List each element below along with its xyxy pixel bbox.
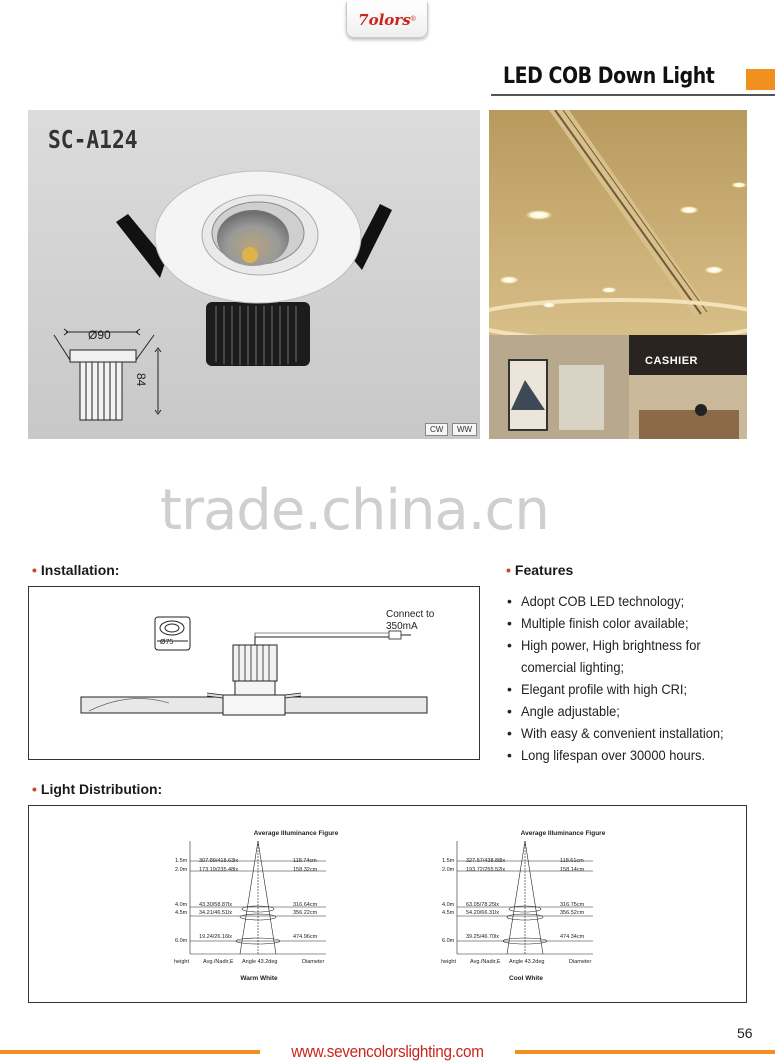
row-lux: 19.24/26.16lx	[199, 934, 233, 940]
row-diameter: 118.61cm	[560, 858, 584, 864]
footer-bar-left	[0, 1050, 260, 1054]
header-accent-block	[746, 69, 775, 90]
feature-item: • Adopt COB LED technology;	[506, 590, 741, 612]
feature-item-continued: comercial lighting;	[521, 659, 625, 675]
illuminance-figure-cool	[433, 806, 693, 1002]
row-lux: 193.72/255.52lx	[466, 867, 506, 873]
row-diameter: 118.74cm	[293, 858, 317, 864]
row-lux: 43.30/58.87lx	[199, 902, 233, 908]
model-number: SC-A124	[48, 125, 138, 154]
feature-item: • Long lifespan over 30000 hours.	[506, 744, 741, 766]
illuminance-figure-warm	[166, 806, 426, 1002]
installation-heading: • Installation:	[32, 562, 120, 578]
light-distribution-panel	[28, 805, 747, 1003]
row-height: 4.0m	[442, 902, 455, 908]
row-diameter: 316.75cm	[560, 902, 585, 908]
feature-item: • High power, High brightness for	[506, 634, 741, 656]
header-rule	[491, 94, 775, 96]
footer-avg-label: Avg./Nadir,E	[470, 959, 501, 965]
height-dimension: 84	[134, 373, 148, 387]
connect-note	[386, 609, 434, 633]
badge-warm-white: WW	[452, 423, 477, 436]
row-lux: 54.20/66.31lx	[466, 910, 500, 916]
installation-diagram	[28, 586, 480, 760]
row-height: 6.0m	[175, 938, 188, 944]
row-height: 2.0m	[442, 867, 455, 873]
features-heading: • Features	[506, 562, 574, 578]
footer-angle-label: Angle 43.2deg	[242, 959, 278, 965]
connect-note-line2: 350mA	[386, 621, 418, 632]
row-lux: 39.25/46.70lx	[466, 934, 500, 940]
footer-bar-right	[515, 1050, 775, 1054]
row-diameter: 474.34cm	[560, 934, 585, 940]
store-interior-photo	[489, 110, 747, 439]
cashier-sign: CASHIER	[645, 355, 699, 367]
row-height: 4.5m	[175, 910, 188, 916]
footer-angle-label: Angle 43.2deg	[509, 959, 545, 965]
connect-note-line1: Connect to	[386, 609, 435, 620]
figure-title: Average Illuminance Figure	[520, 830, 606, 837]
footer-diameter-label: Diameter	[302, 959, 325, 965]
footer-height-label: height	[441, 959, 456, 965]
badge-cool-white: CW	[425, 423, 448, 436]
figure-title: Average Illuminance Figure	[253, 830, 339, 837]
brand-logo-text: 7olors	[358, 10, 411, 29]
row-lux: 307.89/418.63lx	[199, 858, 239, 864]
page-title: LED COB Down Light	[503, 64, 715, 89]
application-photo	[489, 110, 747, 439]
row-diameter: 356.22cm	[293, 910, 318, 916]
footer-avg-label: Avg./Nadir,E	[203, 959, 234, 965]
width-dimension: Ø90	[88, 328, 111, 342]
row-diameter: 158.32cm	[293, 867, 318, 873]
footer-diameter-label: Diameter	[569, 959, 592, 965]
heatsink-graphic	[206, 302, 310, 366]
row-height: 4.5m	[442, 910, 455, 916]
features-list	[506, 590, 741, 766]
product-image-panel	[28, 110, 480, 439]
row-height: 1.5m	[442, 858, 455, 864]
figure-caption: Warm White	[240, 975, 278, 982]
row-height: 6.0m	[442, 938, 455, 944]
bullet-icon: •	[32, 562, 37, 578]
feature-item: • Angle adjustable;	[506, 700, 741, 722]
row-diameter: 474.96cm	[293, 934, 318, 940]
bullet-icon: •	[32, 781, 37, 797]
registered-mark: ®	[410, 16, 416, 23]
row-lux: 173.19/235.48lx	[199, 867, 239, 873]
website-link[interactable]: www.sevencolorslighting.com	[275, 1040, 501, 1064]
page-number: 56	[737, 1025, 753, 1041]
row-lux: 327.57/438.88lx	[466, 858, 506, 864]
row-lux: 34.21/46.51lx	[199, 910, 233, 916]
hole-size-label: Ø75	[160, 639, 174, 646]
feature-item: • With easy & convenient installation;	[506, 722, 741, 744]
row-lux: 63.05/78.25lx	[466, 902, 500, 908]
footer-height-label: height	[174, 959, 189, 965]
feature-item: • Elegant profile with high CRI;	[506, 678, 741, 700]
figure-caption: Cool White	[509, 975, 543, 982]
row-height: 4.0m	[175, 902, 188, 908]
row-diameter: 158.14cm	[560, 867, 585, 873]
watermark: trade.china.cn	[160, 478, 549, 543]
light-distribution-heading: • Light Distribution:	[32, 781, 163, 797]
row-diameter: 316.64cm	[293, 902, 318, 908]
brand-logo	[346, 2, 428, 38]
row-height: 2.0m	[175, 867, 188, 873]
feature-item: • Multiple finish color available;	[506, 612, 741, 634]
row-diameter: 356.52cm	[560, 910, 585, 916]
row-height: 1.5m	[175, 858, 188, 864]
downlight-illustration	[28, 110, 480, 439]
bullet-icon: •	[506, 562, 511, 578]
